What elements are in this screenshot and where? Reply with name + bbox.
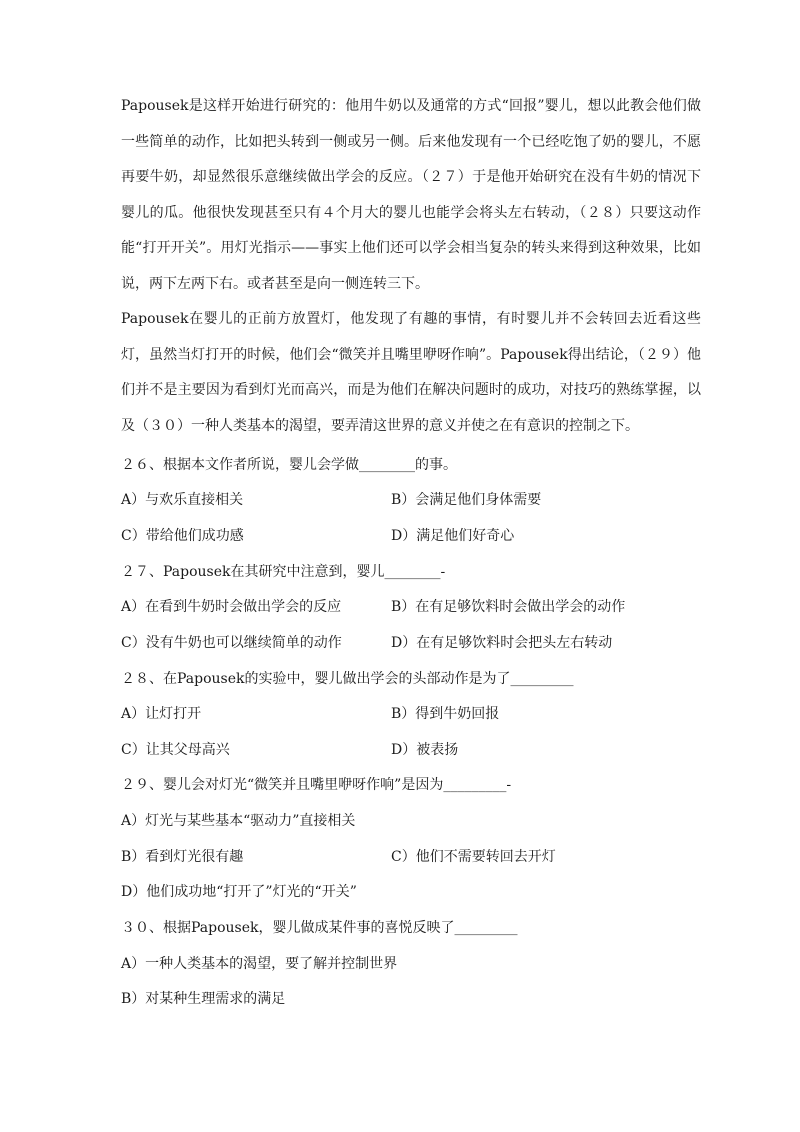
question-28-stem: ２８、在Papousek的实验中，婴儿做出学会的头部动作是为了_________ (121, 671, 574, 687)
question-26-option-a: A）与欢乐直接相关 (121, 492, 244, 508)
question-29-option-c: C）他们不需要转回去开灯 (391, 849, 556, 865)
question-26-stem: ２６、根据本文作者所说，婴儿会学做________的事。 (121, 457, 457, 473)
question-28-option-d: D）被表扬 (391, 742, 459, 758)
question-30-stem: ３０、根据Papousek，婴儿做成某件事的喜悦反映了_________ (121, 920, 518, 936)
question-30-option-b: B）对某种生理需求的满足 (121, 991, 286, 1007)
question-30-option-a: A）一种人类基本的渴望，要了解并控制世界 (121, 956, 398, 972)
question-26-option-c: C）带给他们成功感 (121, 528, 244, 544)
question-26-option-b: B）会满足他们身体需要 (391, 492, 542, 508)
question-29-option-b: B）看到灯光很有趣 (121, 849, 244, 865)
question-26-option-d: D）满足他们好奇心 (391, 528, 515, 544)
question-28-option-c: C）让其父母高兴 (121, 742, 230, 758)
question-27-option-d: D）在有足够饮料时会把头左右转动 (391, 635, 613, 651)
question-28-option-b: B）得到牛奶回报 (391, 706, 500, 722)
question-27-option-b: B）在有足够饮料时会做出学会的动作 (391, 599, 626, 615)
question-29-stem: ２９、婴儿会对灯光“微笑并且嘴里咿呀作响”是因为_________- (121, 777, 512, 793)
passage-paragraph-2: Papousek在婴儿的正前方放置灯，他发现了有趣的事情，有时婴儿并不会转回去近看这些灯，虽然当灯打开的时候，他们会“微笑并且嘴里咿呀作响”。Papousek得出结论，（２９）他们并不是主要因为看到灯光而高兴，而是为他们在解决问题时的成功，对技巧的熟练掌握，以及（３０）一种人类基本的渴望，要弄清这世界的意义并使之在有意识的控制之下。 (121, 311, 701, 434)
question-28-option-a: A）让灯打开 (121, 706, 202, 722)
question-27-option-c: C）没有牛奶也可以继续简单的动作 (121, 635, 342, 651)
question-29-option-a: A）灯光与某些基本“驱动力”直接相关 (121, 813, 356, 829)
question-27-stem: ２７、Papousek在其研究中注意到，婴儿________- (121, 564, 446, 580)
passage-paragraph-1: Papousek是这样开始进行研究的：他用牛奶以及通常的方式“回报”婴儿，想以此教会他们做一些简单的动作，比如把头转到一侧或另一侧。后来他发现有一个已经吃饱了奶的婴儿，不愿再要牛奶，却显然很乐意继续做出学会的反应。（２７）于是他开始研究在没有牛奶的情况下婴儿的瓜。他很快发现甚至只有４个月大的婴儿也能学会将头左右转动，（２８）只要这动作能“打开开关”。用灯光指示——事实上他们还可以学会相当复杂的转头来得到这种效果，比如说，两下左两下右。或者甚至是向一侧连转三下。 (121, 98, 701, 292)
question-29-option-d: D）他们成功地“打开了”灯光的“开关” (121, 884, 357, 900)
question-27-option-a: A）在看到牛奶时会做出学会的反应 (121, 599, 342, 615)
